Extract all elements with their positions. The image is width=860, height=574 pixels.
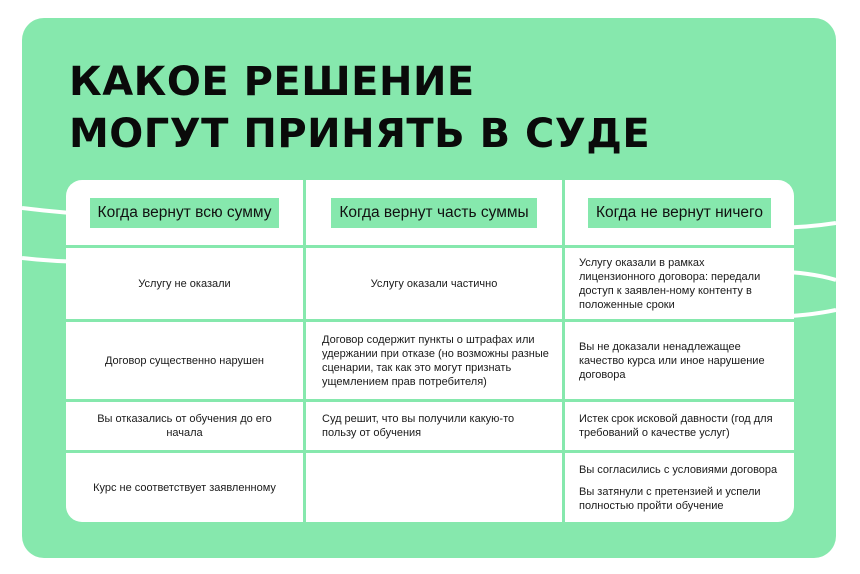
page-title: [69, 56, 650, 160]
header-full-refund: [66, 180, 303, 245]
table-cell: Вы отказались от обучения до его начала: [66, 402, 303, 450]
header-no-refund: [565, 180, 794, 245]
table-cell-empty: [306, 453, 562, 522]
table-cell: Услугу оказали в рамках лицензионного договора: передали доступ к заявлен-ному контенту в положенные сроки: [565, 248, 794, 319]
table-cell: Курс не соответствует заявленному: [66, 453, 303, 522]
table-cell: Договор содержит пункты о штрафах или удержании при отказе (но возможны разные сценарии, так как это могут признать ущемлением прав потребителя): [306, 322, 562, 399]
table-cell: Услугу оказали частично: [306, 248, 562, 319]
infographic-card: [22, 18, 836, 558]
header-partial-refund: [306, 180, 562, 245]
cell-line: Вы согласились с условиями договора: [579, 463, 778, 476]
header-label: Когда вернут всю сумму: [90, 198, 280, 228]
table-cell: Суд решит, что вы получили какую-то пользу от обучения: [306, 402, 562, 450]
cell-line: Вы затянули с претензией и успели полностью пройти обучение: [579, 485, 761, 512]
table-cell: Истек срок исковой давности (год для требований о качестве услуг): [565, 402, 794, 450]
title-line-1: КАКОЕ РЕШЕНИЕ: [69, 59, 475, 105]
header-label: Когда вернут часть суммы: [331, 198, 536, 228]
header-label: Когда не вернут ничего: [588, 198, 771, 228]
decision-table: [66, 180, 794, 522]
table-cell: [565, 453, 794, 522]
table-cell: Вы не доказали ненадлежащее качество курса или иное нарушение договора: [565, 322, 794, 399]
title-line-2: МОГУТ ПРИНЯТЬ В СУДЕ: [69, 111, 651, 157]
table-cell: Договор существенно нарушен: [66, 322, 303, 399]
table-cell: Услугу не оказали: [66, 248, 303, 319]
